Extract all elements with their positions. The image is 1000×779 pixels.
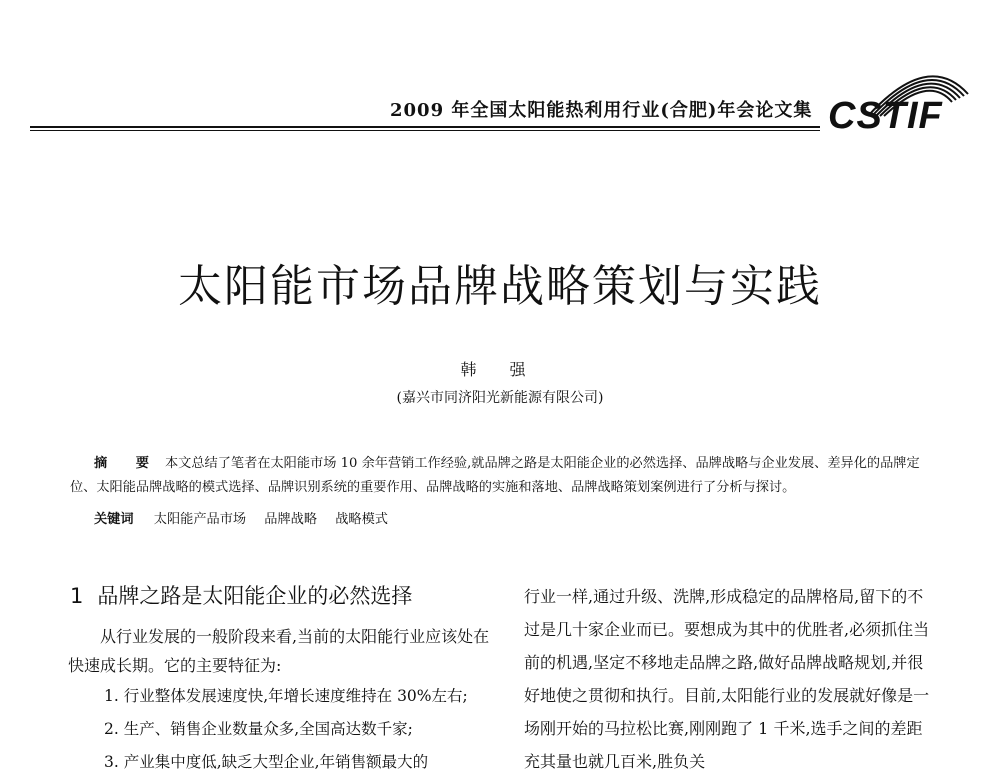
keyword: 战略模式 — [335, 512, 388, 527]
header-rule-thin — [30, 130, 820, 131]
proceedings-title: 2009 年全国太阳能热利用行业(合肥)年会论文集 — [390, 100, 813, 121]
list-item: 1. 行业整体发展速度快,年增长速度维持在 30%左右; — [104, 687, 468, 705]
keyword: 太阳能产品市场 — [153, 512, 247, 527]
section-title: 品牌之路是太阳能企业的必然选择 — [97, 584, 413, 608]
abstract — [70, 452, 938, 500]
list-item: 3. 产业集中度低,缺乏大型企业,年销售额最大的 — [104, 753, 429, 771]
keyword: 品牌战略 — [264, 512, 318, 527]
logo-text: CSTIF — [828, 95, 943, 137]
section-intro: 从行业发展的一般阶段来看,当前的太阳能行业应该处在快速成长期。它的主要特征为: — [68, 627, 490, 675]
abstract-text: 本文总结了笔者在太阳能市场 10 余年营销工作经验,就品牌之路是太阳能企业的必然选择、品牌战略与企业发展、差异化的品牌定位、太阳能品牌战略的模式选择、品牌识别系统的重要作用、品牌战略的实施和落地、品牌战略策划案例进行了分析与探讨。 — [70, 456, 920, 495]
abstract-label: 摘 要 — [94, 456, 161, 471]
section-number: 1 — [70, 584, 84, 608]
cstif-logo — [828, 60, 978, 140]
section-heading — [70, 580, 498, 610]
left-column — [68, 580, 498, 779]
author-name: 韩 强 — [460, 360, 540, 379]
paper-title: 太阳能市场品牌战略策划与实践 — [178, 261, 822, 312]
right-column — [524, 580, 936, 778]
body-paragraph: 行业一样,通过升级、洗牌,形成稳定的品牌格局,留下的不过是几十家企业而已。要想成为其中的优胜者,必须抓住当前的机遇,坚定不移地走品牌之路,做好品牌战略规划,并很好地使之贯彻和执行。目前,太阳能行业的发展就好像是一场刚开始的马拉松比赛,刚刚跑了 1 千米,选手之间的差距充其量也就几百米,胜负关 — [524, 587, 930, 771]
author-affiliation: (嘉兴市同济阳光新能源有限公司) — [396, 390, 604, 406]
list-item: 2. 生产、销售企业数量众多,全国高达数千家; — [104, 720, 413, 738]
keywords-label: 关键词 — [94, 512, 134, 527]
keywords — [94, 508, 934, 527]
header-rule — [30, 126, 820, 128]
